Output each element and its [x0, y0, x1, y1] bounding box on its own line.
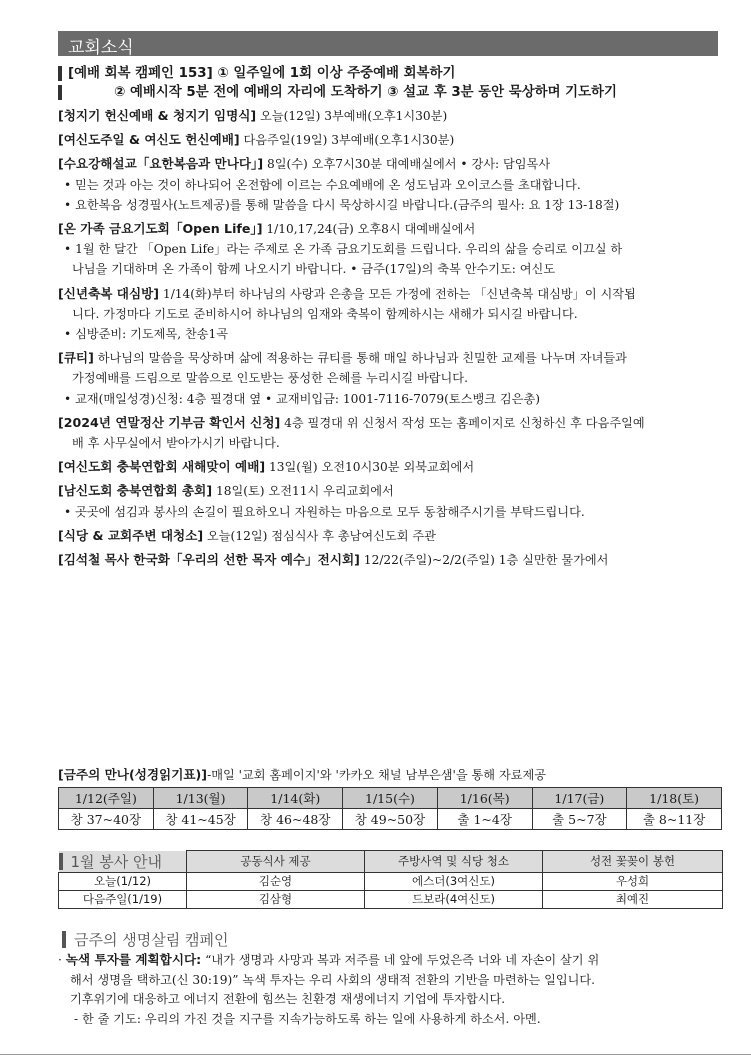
news-line: 가정예배를 드림으로 말씀으로 인도받는 풍성한 은혜를 누리시길 바랍니다.: [72, 371, 468, 386]
news-line: 나님을 기대하며 온 가족이 함께 나오시기 바랍니다. • 금주(17일)의 축복 안수기도: 여신도: [72, 262, 556, 277]
table-cell: 에스더(3여신도): [365, 872, 543, 890]
news-line: • 교재(매일성경)신청: 4층 필경대 옆 • 교재비입금: 1001-7116-7079(토스뱅크 김은총): [64, 391, 540, 406]
news-item: [온 가족 금요기도회「Open Life」] 1/10,17,24(금) 오후8시 대예배실에서: [58, 221, 476, 237]
news-line: 니다. 가정마다 기도로 준비하시어 하나님의 임재와 축복이 함께하시는 새해가 되시길 바랍니다.: [72, 306, 578, 321]
table-cell: 드보라(4여신도): [365, 890, 543, 908]
news-line: • 1월 한 달간 「Open Life」라는 주제로 온 가족 금요기도회를 드립니다. 우리의 삶을 승리로 이끄실 하: [64, 242, 623, 257]
reading-plan-table: [58, 787, 722, 830]
news-list: [58, 64, 722, 570]
table-cell: 1/16(목): [437, 788, 532, 809]
table-cell: 출 5~7장: [532, 809, 627, 830]
table-cell: 다음주일(1/19): [59, 890, 187, 908]
table-cell: 주방사역 및 식당 청소: [365, 851, 543, 873]
table-cell: 최예진: [543, 890, 723, 908]
table-cell: 창 41~45장: [153, 809, 248, 830]
news-line: 배 후 사무실에서 받아가시기 바랍니다.: [72, 436, 280, 451]
news-line: • 요한복음 성경필사(노트제공)를 통해 말씀을 다시 묵상하시길 바랍니다.(금주의 필사: 요 1장 13-18절): [64, 197, 620, 212]
table-cell: 창 49~50장: [343, 809, 438, 830]
reading-plan-heading: [58, 764, 546, 783]
table-cell: 1/13(월): [153, 788, 248, 809]
table-cell: 오늘(1/12): [59, 872, 187, 890]
table-header-row: [59, 851, 723, 873]
table-row: [59, 890, 723, 908]
news-line: • 믿는 것과 아는 것이 하나되어 온전함에 이르는 수요예배에 온 성도님과 오이코스를 초대합니다.: [64, 177, 581, 192]
news-item: [2024년 연말정산 기부금 확인서 신청] 4층 필경대 위 신청서 작성 또는 홈페이지로 신청하신 후 다음주일예: [58, 414, 645, 430]
table-cell: 창 37~40장: [59, 809, 154, 830]
table-cell: 1/12(주일): [59, 788, 154, 809]
section-title: 교회소식: [68, 38, 134, 58]
reading-plan-title: [금주의 만나(성경읽기표)]: [58, 767, 208, 782]
life-line: 기후위기에 대응하고 에너지 전환에 힘쓰는 친환경 재생에너지 기업에 투자합시다.: [70, 992, 506, 1006]
news-item: [식당 & 교회주변 대청소] 오늘(12일) 점심식사 후 총남여신도회 주관: [58, 527, 436, 543]
news-item: [수요강해설교「요한복음과 만나다」] 8일(수) 오후7시30분 대예배실에서 • 강사: 담임목사: [58, 156, 551, 172]
life-campaign-title: 금주의 생명살림 캠페인: [62, 929, 228, 950]
table-cell: 출 8~11장: [627, 809, 722, 830]
table-cell: 1/14(화): [248, 788, 343, 809]
table-row: [59, 872, 723, 890]
table-header-row: [59, 788, 722, 809]
life-line: · 녹색 투자를 계획합시다: “내가 생명과 사망과 복과 저주를 네 앞에 두었은즉 너와 네 자손이 살기 위: [58, 952, 600, 967]
table-cell: 1/15(수): [343, 788, 438, 809]
table-cell: 김삼형: [187, 890, 365, 908]
table-row: [59, 809, 722, 830]
table-cell: 김순영: [187, 872, 365, 890]
life-line: - 한 줄 기도: 우리의 가진 것을 지구를 지속가능하도록 하는 일에 사용하게 하소서. 아멘.: [74, 1011, 541, 1026]
table-cell: 1/18(토): [627, 788, 722, 809]
news-item: [청지기 헌신예배 & 청지기 임명식] 오늘(12일) 3부예배(오후1시30분): [58, 108, 448, 123]
news-item: [큐티] 하나님의 말씀을 묵상하며 삶에 적용하는 큐티를 통해 매일 하나님과 친밀한 교제를 나누며 자녀들과: [58, 350, 627, 366]
campaign-line-2: ② 예배시작 5분 전에 예배의 자리에 도착하기 ③ 설교 후 3분 동안 묵상하며 기도하기: [58, 83, 722, 102]
table-cell: 성전 꽃꽂이 봉헌: [543, 851, 723, 873]
service-title: 1월 봉사 안내: [59, 851, 187, 873]
news-line: • 곳곳에 섬김과 봉사의 손길이 필요하오니 자원하는 마음으로 모두 동참해주시기를 부탁드립니다.: [64, 504, 585, 519]
table-cell: 창 46~48장: [248, 809, 343, 830]
life-campaign-body: [58, 950, 724, 1029]
news-line: • 심방준비: 기도제목, 찬송1곡: [64, 327, 229, 342]
table-cell: 출 1~4장: [437, 809, 532, 830]
campaign-line-1: [예배 회복 캠페인 153] ① 일주일에 1회 이상 주중예배 회복하기: [58, 64, 722, 83]
table-cell: 공동식사 제공: [187, 851, 365, 873]
news-item: [여신도회 충북연합회 새해맞이 예배] 13일(월) 오전10시30분 외북교회에서: [58, 459, 475, 475]
table-cell: 우성희: [543, 872, 723, 890]
news-item: [김석철 목사 한국화「우리의 선한 목자 예수」전시회] 12/22(주일)~2/2(주일) 1층 실만한 물가에서: [58, 552, 609, 568]
life-line: 해서 생명을 택하고(신 30:19)” 녹색 투자는 우리 사회의 생태적 전환의 기반을 마련하는 일입니다.: [70, 972, 596, 987]
news-item: [신년축복 대심방] 1/14(화)부터 하나님의 사랑과 은총을 모든 가정에 전하는 「신년축복 대심방」이 시작됩: [58, 285, 636, 301]
reading-plan-subtitle: -매일 '교회 홈페이지'와 '카카오 채널 남부은샘'을 통해 자료제공: [207, 768, 547, 782]
news-item: [남신도회 충북연합회 총회] 18일(토) 오전11시 우리교회에서: [58, 483, 394, 499]
table-cell: 1/17(금): [532, 788, 627, 809]
service-table: [58, 850, 723, 909]
section-header: [58, 31, 718, 56]
bottom-divider: [0, 1054, 751, 1055]
news-item: [여신도주일 & 여신도 헌신예배] 다음주일(19일) 3부예배(오후1시30분): [58, 132, 455, 148]
